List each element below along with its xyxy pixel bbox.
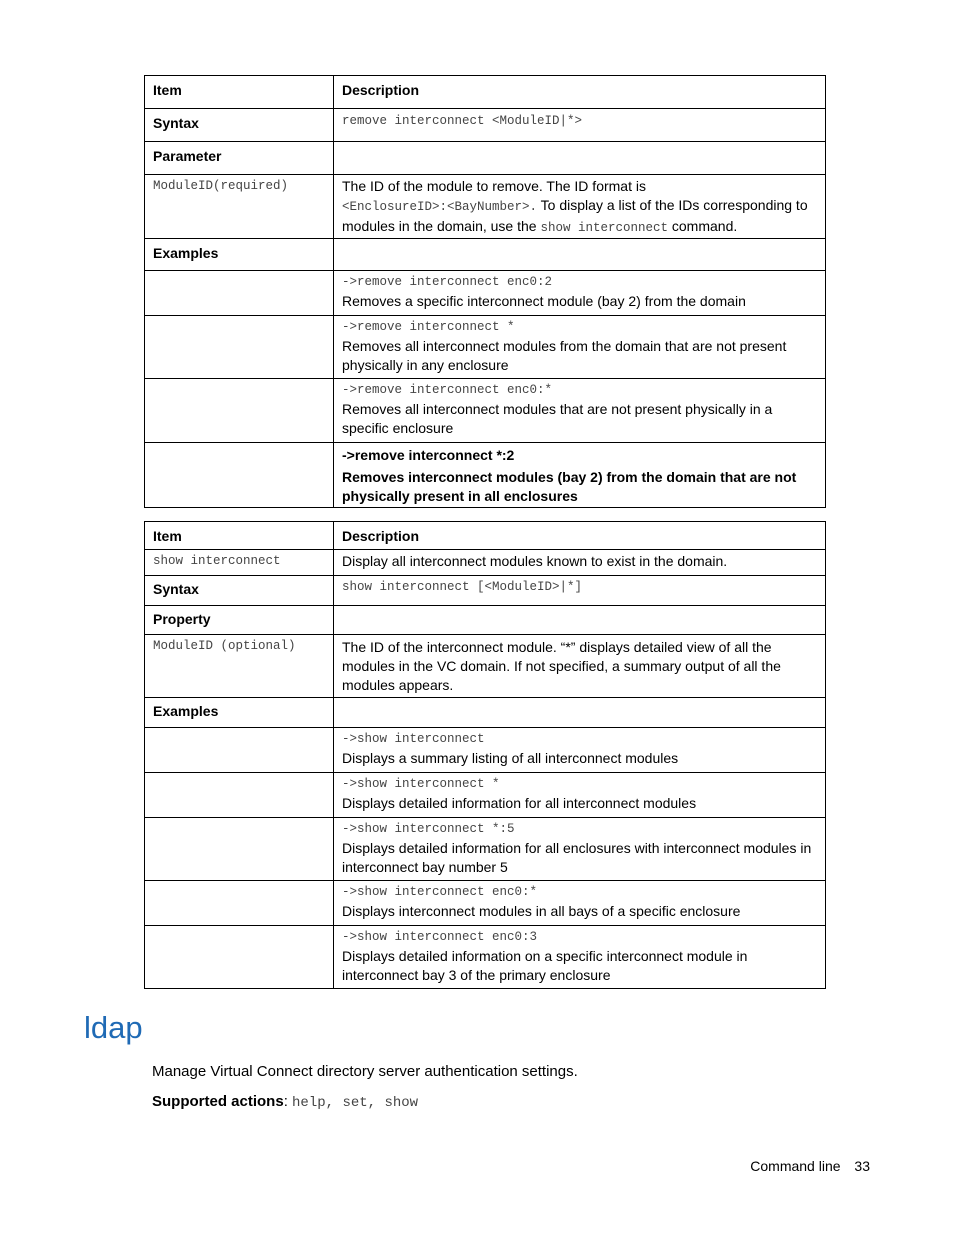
remove-interconnect-table <box>144 75 826 508</box>
parameter-empty <box>334 142 826 175</box>
parameter-label: Parameter <box>145 142 334 175</box>
example-description: Removes a specific interconnect module (bay 2) from the domain <box>342 293 746 309</box>
example-command: ->remove interconnect enc0:2 <box>342 275 553 289</box>
property-row <box>145 606 826 635</box>
example-row <box>145 443 826 508</box>
command-description: Display all interconnect modules known to exist in the domain. <box>334 550 826 576</box>
syntax-label: Syntax <box>145 576 334 606</box>
syntax-row <box>145 576 826 606</box>
syntax-row <box>145 109 826 142</box>
param-name: ModuleID(required) <box>145 175 334 239</box>
param-desc-2: To display a list of the IDs corresponding to modules in the domain, use the <box>342 197 808 234</box>
parameter-row <box>145 142 826 175</box>
example-row <box>145 271 826 316</box>
param-desc-code2: show interconnect <box>540 221 668 235</box>
example-command: ->show interconnect *:5 <box>342 822 515 836</box>
command-name: show interconnect <box>145 550 334 576</box>
examples-empty <box>334 239 826 271</box>
supported-actions-values: help, set, show <box>292 1095 419 1111</box>
header-description: Description <box>334 76 826 109</box>
header-item: Item <box>145 76 334 109</box>
section-heading: ldap <box>84 1010 143 1045</box>
param-row <box>145 175 826 239</box>
example-description: Displays detailed information for all enclosures with interconnect modules in interconnect bay number 5 <box>342 840 812 875</box>
example-description: Removes interconnect modules (bay 2) from the domain that are not physically present in all enclosures <box>342 469 797 504</box>
param-desc-code1: <EnclosureID>:<BayNumber>. <box>342 200 538 214</box>
section-intro: Manage Virtual Connect directory server authentication settings. <box>152 1063 578 1080</box>
example-row <box>145 773 826 818</box>
example-description: Displays a summary listing of all interconnect modules <box>342 750 679 766</box>
example-row <box>145 926 826 989</box>
header-item: Item <box>145 522 334 550</box>
example-command: ->show interconnect * <box>342 777 500 791</box>
example-description: Displays detailed information on a specific interconnect module in interconnect bay 3 of the primary enclosure <box>342 948 748 983</box>
page-footer <box>740 1158 870 1174</box>
show-interconnect-table <box>144 521 826 989</box>
prop-name: ModuleID (optional) <box>145 635 334 698</box>
example-command: ->show interconnect enc0:3 <box>342 930 538 944</box>
example-command: ->show interconnect <box>342 732 485 746</box>
example-row <box>145 881 826 926</box>
footer-label: Command line <box>750 1158 841 1174</box>
page-number: 33 <box>854 1158 870 1174</box>
example-command: ->remove interconnect enc0:* <box>342 383 553 397</box>
example-row <box>145 316 826 379</box>
param-desc-1: The ID of the module to remove. The ID format is <box>342 178 646 194</box>
example-description: Displays interconnect modules in all bays of a specific enclosure <box>342 903 741 919</box>
param-desc-3: command. <box>668 218 738 234</box>
property-empty <box>334 606 826 635</box>
header-description: Description <box>334 522 826 550</box>
syntax-value: remove interconnect <ModuleID|*> <box>334 109 826 142</box>
syntax-value: show interconnect [<ModuleID>|*] <box>334 576 826 606</box>
syntax-label: Syntax <box>145 109 334 142</box>
example-description: Removes all interconnect modules from the domain that are not present physically in any enclosure <box>342 338 787 373</box>
example-description: Displays detailed information for all interconnect modules <box>342 795 697 811</box>
param-description <box>334 175 826 239</box>
supported-actions-separator: : <box>283 1093 293 1110</box>
example-command: ->remove interconnect *:2 <box>342 447 515 463</box>
supported-actions <box>152 1093 418 1111</box>
prop-description: The ID of the interconnect module. “*” displays detailed view of all the modules in the VC domain. If not specified, a summary output of all the modules appears. <box>334 635 826 698</box>
example-description: Removes all interconnect modules that are not present physically in a specific enclosure <box>342 401 773 436</box>
examples-row <box>145 698 826 728</box>
examples-label: Examples <box>145 698 334 728</box>
example-row <box>145 728 826 773</box>
example-command: ->show interconnect enc0:* <box>342 885 538 899</box>
table-header-row <box>145 522 826 550</box>
examples-empty <box>334 698 826 728</box>
example-command: ->remove interconnect * <box>342 320 515 334</box>
prop-row <box>145 635 826 698</box>
command-row <box>145 550 826 576</box>
examples-row <box>145 239 826 271</box>
table-header-row <box>145 76 826 109</box>
example-row <box>145 379 826 443</box>
supported-actions-label: Supported actions <box>152 1093 284 1110</box>
examples-label: Examples <box>145 239 334 271</box>
property-label: Property <box>145 606 334 635</box>
example-row <box>145 818 826 881</box>
